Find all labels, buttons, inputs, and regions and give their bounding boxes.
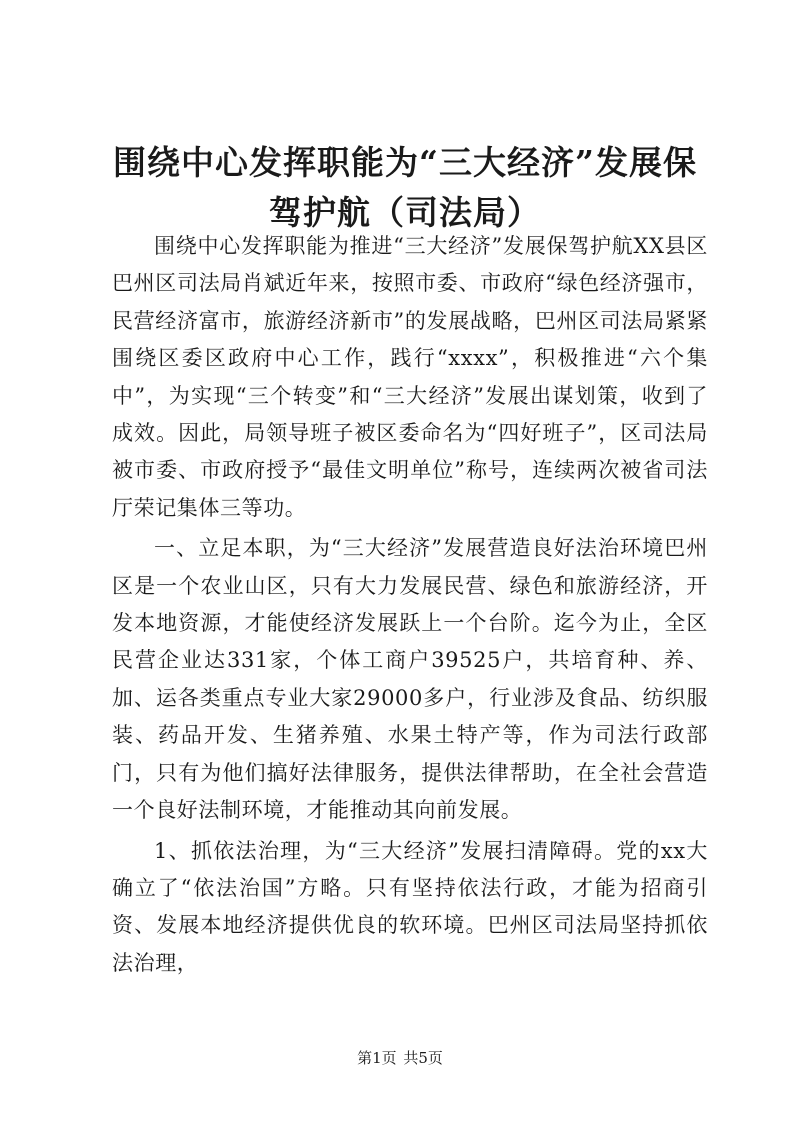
- page-total: 共5页: [403, 1049, 443, 1067]
- paragraph-intro: 围绕中心发挥职能为推进“三大经济”发展保驾护航XX县区巴州区司法局肖斌近年来，按照市委、市政府“绿色经济强市，民营经济富市，旅游经济新市”的发展战略，巴州区司法局紧紧围绕区委区政府中心工作，践行“xxxx”，积极推进“六个集中”，为实现“三个转变”和“三大经济”发展出谋划策，收到了成效。因此，局领导班子被区委命名为“四好班子”，区司法局被市委、市政府授予“最佳文明单位”称号，连续两次被省司法厅荣记集体三等功。: [112, 234, 708, 520]
- document-title: 围绕中心发挥职能为“三大经济”发展保驾护航（司法局）: [113, 143, 697, 232]
- page-number: 第1页: [357, 1049, 397, 1067]
- document-body: [112, 228, 708, 985]
- paragraph-item-one: 1、抓依法治理，为“三大经济”发展扫清障碍。党的xx大确立了“依法治国”方略。只有坚持依法行政，才能为招商引资、发展本地经济提供优良的软环境。巴州区司法局坚持抓依法治理，: [112, 838, 708, 975]
- page-footer: [0, 1047, 800, 1068]
- paragraph-section-one: 一、立足本职，为“三大经济”发展营造良好法治环境巴州区是一个农业山区，只有大力发展民营、绿色和旅游经济，开发本地资源，才能使经济发展跃上一个台阶。迄今为止，全区民营企业达331家，个体工商户39525户，共培育种、养、加、运各类重点专业大家29000多户，行业涉及食品、纺织服装、药品开发、生猪养殖、水果土特产等，作为司法行政部门，只有为他们搞好法律服务，提供法律帮助，在全社会营造一个良好法制环境，才能推动其向前发展。: [112, 536, 708, 823]
